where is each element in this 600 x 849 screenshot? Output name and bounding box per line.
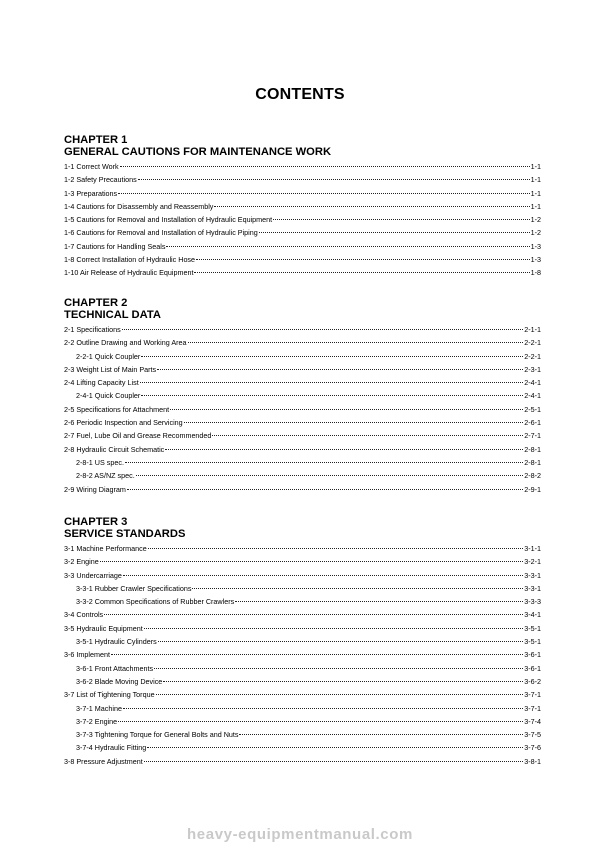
toc-entry-title: 2-8 Hydraulic Circuit Schematic [64, 444, 165, 454]
toc-entry-page: 2-8-1 [524, 457, 541, 467]
toc-entry-page: 2-8-1 [524, 444, 541, 454]
chapter-name: TECHNICAL DATA [64, 309, 161, 321]
toc-entry-page: 3-6-2 [524, 676, 541, 686]
toc-entry [64, 323, 541, 336]
toc-entry-title: 1-1 Correct Work [64, 162, 119, 171]
toc-entry-title: 3-7-2 Engine [76, 716, 118, 726]
toc-entry-page: 3-2-1 [524, 557, 541, 567]
toc-entry-page: 3-7-1 [524, 690, 541, 700]
toc-entry-page: 2-5-1 [524, 404, 541, 414]
dot-leader [196, 258, 530, 260]
toc-entry [64, 569, 541, 582]
dot-leader [136, 474, 523, 476]
toc-entry-title: 1-8 Correct Installation of Hydraulic Hose [64, 255, 196, 265]
toc-entry [64, 403, 541, 416]
dot-leader [127, 488, 523, 490]
chapter-number: CHAPTER 3 [64, 516, 128, 528]
dot-leader [144, 760, 524, 762]
dot-leader [235, 600, 523, 602]
toc-entry [64, 253, 541, 266]
toc-entry-page: 2-2-1 [524, 338, 541, 348]
toc-entry-page: 3-1-1 [524, 544, 541, 553]
dot-leader [184, 421, 524, 423]
toc-entry-page: 1-1 [530, 188, 541, 198]
toc-entry-title: 1-6 Cautions for Removal and Installation of Hydraulic Piping [64, 228, 258, 238]
toc-entry [64, 350, 541, 363]
toc-entry [64, 200, 541, 213]
toc-entry [64, 187, 541, 200]
toc-entry [64, 376, 541, 389]
toc-entry-title: 1-3 Preparations [64, 188, 118, 198]
toc-entry [64, 595, 541, 608]
toc-entry-page: 3-5-1 [524, 623, 541, 633]
toc-entry-page: 3-6-1 [524, 650, 541, 660]
toc-entry-title: 1-4 Cautions for Disassembly and Reassembly [64, 201, 214, 211]
dot-leader [123, 574, 523, 576]
toc-entry-title: 3-4 Controls [64, 610, 104, 620]
toc-entry [64, 688, 541, 701]
toc-entry-page: 2-4-1 [524, 391, 541, 401]
toc-entry [64, 555, 541, 568]
toc-entry-page: 2-6-1 [524, 418, 541, 428]
chapter-name: SERVICE STANDARDS [64, 528, 186, 540]
toc-entry-page: 2-3-1 [524, 364, 541, 374]
toc-entry-title: 3-8 Pressure Adjustment [64, 756, 143, 766]
toc-list [64, 542, 541, 768]
toc-entry-title: 2-8-2 AS/NZ spec. [76, 471, 135, 481]
toc-list [64, 160, 541, 280]
toc-entry-page: 2-8-2 [524, 471, 541, 481]
toc-entry [64, 635, 541, 648]
toc-entry [64, 648, 541, 661]
toc-entry-title: 3-6 Implement [64, 650, 110, 660]
toc-entry [64, 429, 541, 442]
toc-entry-page: 3-7-5 [524, 730, 541, 740]
toc-entry [64, 226, 541, 239]
toc-entry-page: 3-5-1 [524, 637, 541, 647]
toc-entry-page: 3-7-6 [524, 743, 541, 753]
toc-entry [64, 662, 541, 675]
toc-entry-title: 3-3-2 Common Specifications of Rubber Crawlers [76, 597, 235, 607]
toc-entry-title: 2-2-1 Quick Coupler [76, 351, 141, 361]
toc-entry-title: 1-7 Cautions for Handling Seals [64, 241, 166, 251]
toc-entry-page: 3-8-1 [524, 756, 541, 766]
toc-entry-title: 3-3 Undercarriage [64, 570, 122, 580]
chapter-number: CHAPTER 1 [64, 134, 128, 146]
toc-entry-title: 3-5-1 Hydraulic Cylinders [76, 637, 157, 647]
toc-entry [64, 741, 541, 754]
chapter-name: GENERAL CAUTIONS FOR MAINTENANCE WORK [64, 146, 332, 158]
dot-leader [165, 448, 523, 450]
toc-entry [64, 622, 541, 635]
toc-entry [64, 266, 541, 279]
dot-leader [147, 746, 523, 748]
toc-entry [64, 542, 541, 555]
toc-entry-title: 2-6 Periodic Inspection and Servicing [64, 418, 183, 428]
toc-entry-page: 1-8 [530, 268, 541, 278]
dot-leader [157, 368, 523, 370]
toc-entry-page: 1-1 [530, 201, 541, 211]
toc-entry-title: 2-2 Outline Drawing and Working Area [64, 338, 187, 348]
toc-entry-page: 3-3-3 [524, 597, 541, 607]
toc-entry-page: 1-2 [530, 215, 541, 225]
dot-leader [163, 680, 523, 682]
toc-entry-page: 1-3 [530, 255, 541, 265]
toc-entry [64, 715, 541, 728]
toc-entry-page: 2-7-1 [524, 431, 541, 441]
dot-leader [118, 720, 523, 722]
toc-entry-title: 3-6-1 Front Attachments [76, 663, 154, 673]
toc-entry-page: 1-2 [530, 228, 541, 238]
toc-entry-title: 1-5 Cautions for Removal and Installation of Hydraulic Equipment [64, 215, 273, 225]
dot-leader [212, 434, 523, 436]
toc-entry-title: 2-4 Lifting Capacity List [64, 378, 139, 388]
toc-entry [64, 755, 541, 768]
dot-leader [120, 165, 530, 167]
dot-leader [141, 394, 523, 396]
toc-entry-title: 1-2 Safety Precautions [64, 175, 137, 185]
toc-entry-title: 2-4-1 Quick Coupler [76, 391, 141, 401]
chapter-1 [64, 134, 541, 280]
toc-entry [64, 416, 541, 429]
chapter-2 [64, 297, 541, 496]
toc-entry-title: 2-1 Specifications [64, 325, 121, 334]
chapter-3 [64, 516, 541, 768]
toc-entry [64, 160, 541, 173]
toc-entry-page: 1-1 [530, 175, 541, 185]
dot-leader [273, 218, 529, 220]
dot-leader [111, 653, 523, 655]
toc-entry-title: 2-9 Wiring Diagram [64, 484, 126, 494]
dot-leader [104, 613, 523, 615]
dot-leader [192, 587, 523, 589]
toc-entry-page: 3-6-1 [524, 663, 541, 673]
toc-entry-title: 2-8-1 US spec. [76, 457, 124, 467]
toc-entry-title: 3-7-3 Tightening Torque for General Bolts and Nuts [76, 730, 239, 740]
toc-entry-page: 3-3-1 [524, 570, 541, 580]
dot-leader [194, 271, 529, 273]
toc-entry-page: 3-7-1 [524, 703, 541, 713]
toc-entry-page: 2-2-1 [524, 351, 541, 361]
toc-entry-title: 2-5 Specifications for Attachment [64, 404, 170, 414]
toc-entry-title: 3-2 Engine [64, 557, 99, 567]
toc-entry [64, 336, 541, 349]
toc-entry-page: 3-4-1 [524, 610, 541, 620]
dot-leader [122, 328, 523, 330]
dot-leader [166, 245, 529, 247]
dot-leader [144, 627, 524, 629]
dot-leader [141, 355, 523, 357]
toc-entry-title: 3-5 Hydraulic Equipment [64, 623, 143, 633]
dot-leader [158, 640, 524, 642]
dot-leader [239, 733, 523, 735]
toc-entry-page: 2-1-1 [524, 325, 541, 334]
dot-leader [170, 408, 523, 410]
toc-entry-title: 3-7-1 Machine [76, 703, 122, 713]
chapter-number: CHAPTER 2 [64, 297, 128, 309]
toc-entry-title: 2-3 Weight List of Main Parts [64, 364, 157, 374]
toc-list [64, 323, 541, 496]
toc-entry [64, 675, 541, 688]
toc-entry-title: 3-7-4 Hydraulic Fitting [76, 743, 147, 753]
toc-entry-page: 2-4-1 [524, 378, 541, 388]
toc-entry [64, 389, 541, 402]
toc-entry [64, 728, 541, 741]
dot-leader [148, 547, 524, 549]
toc-entry-title: 3-7 List of Tightening Torque [64, 690, 155, 700]
dot-leader [188, 341, 524, 343]
toc-entry [64, 363, 541, 376]
toc-entry [64, 608, 541, 621]
toc-entry [64, 483, 541, 496]
toc-entry-title: 3-1 Machine Performance [64, 544, 147, 553]
toc-entry-page: 3-3-1 [524, 583, 541, 593]
toc-entry [64, 443, 541, 456]
dot-leader [214, 205, 529, 207]
toc-entry [64, 582, 541, 595]
toc-entry [64, 456, 541, 469]
dot-leader [125, 461, 523, 463]
dot-leader [154, 667, 523, 669]
dot-leader [138, 178, 530, 180]
toc-entry-page: 1-3 [530, 241, 541, 251]
page-title: CONTENTS [255, 86, 345, 103]
dot-leader [118, 192, 529, 194]
dot-leader [100, 560, 523, 562]
toc-entry-page: 3-7-4 [524, 716, 541, 726]
toc-entry [64, 173, 541, 186]
toc-entry-page: 2-9-1 [524, 484, 541, 494]
toc-entry-title: 1-10 Air Release of Hydraulic Equipment [64, 268, 194, 278]
toc-entry [64, 213, 541, 226]
toc-entry-title: 2-7 Fuel, Lube Oil and Grease Recommended [64, 431, 212, 441]
toc-entry [64, 469, 541, 482]
toc-entry [64, 240, 541, 253]
dot-leader [140, 381, 524, 383]
watermark: heavy-equipmentmanual.com [187, 826, 413, 843]
dot-leader [259, 231, 530, 233]
dot-leader [156, 693, 524, 695]
dot-leader [123, 707, 523, 709]
toc-entry-title: 3-6-2 Blade Moving Device [76, 676, 163, 686]
toc-entry [64, 702, 541, 715]
toc-entry-title: 3-3-1 Rubber Crawler Specifications [76, 583, 192, 593]
toc-entry-page: 1-1 [530, 162, 541, 171]
